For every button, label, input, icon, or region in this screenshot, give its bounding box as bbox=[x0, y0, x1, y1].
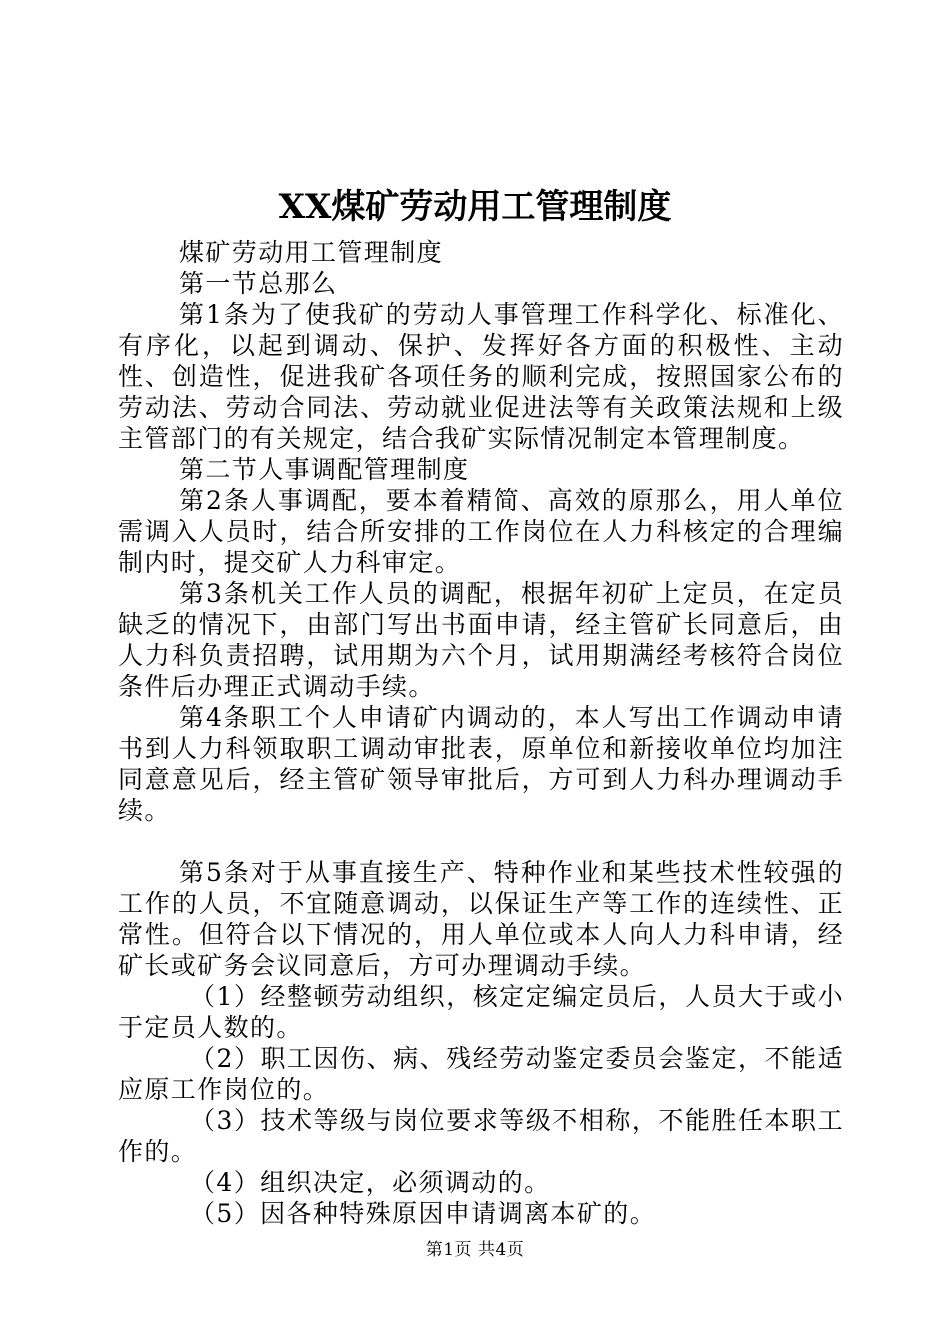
article-2: 第2条人事调配，要本着精简、高效的原那么，用人单位需调入人员时，结合所安排的工作岗位在人力科核定的合理编制内时，提交矿人力科审定。 bbox=[118, 486, 844, 577]
section-heading-2: 第二节人事调配管理制度 bbox=[179, 455, 470, 484]
list-item-4: （4）组织决定，必须调动的。 bbox=[190, 1168, 551, 1197]
document-title: XX煤矿劳动用工管理制度 bbox=[278, 187, 672, 227]
paragraph-subtitle: 煤矿劳动用工管理制度 bbox=[179, 238, 444, 267]
article-5: 第5条对于从事直接生产、特种作业和某些技术性较强的工作的人员，不宜随意调动，以保证生产等工作的连续性、正常性。但符合以下情况的，用人单位或本人向人力科申请，经矿长或矿务会议同意后，方可办理调动手续。 bbox=[118, 858, 844, 980]
list-item-2: （2）职工因伤、病、残经劳动鉴定委员会鉴定，不能适应原工作岗位的。 bbox=[118, 1044, 844, 1104]
document-body bbox=[118, 237, 844, 1229]
list-item-1: （1）经整顿劳动组织，核定定编定员后，人员大于或小于定员人数的。 bbox=[118, 982, 844, 1042]
list-item-5: （5）因各种特殊原因申请调离本矿的。 bbox=[190, 1199, 657, 1228]
article-3: 第3条机关工作人员的调配，根据年初矿上定员，在定员缺乏的情况下，由部门写出书面申请，经主管矿长同意后，由人力科负责招聘，试用期为六个月，试用期满经考核符合岗位条件后办理正式调动手续。 bbox=[118, 579, 844, 701]
page-number-footer: 第1页 共4页 bbox=[425, 1240, 525, 1260]
article-1: 第1条为了使我矿的劳动人事管理工作科学化、标准化、有序化，以起到调动、保护、发挥好各方面的积极性、主动性、创造性，促进我矿各项任务的顺利完成，按照国家公布的劳动法、劳动合同法、劳动就业促进法等有关政策法规和上级主管部门的有关规定，结合我矿实际情况制定本管理制度。 bbox=[118, 300, 844, 453]
article-4: 第4条职工个人申请矿内调动的，本人写出工作调动申请书到人力科领取职工调动审批表，原单位和新接收单位均加注同意意见后，经主管矿领导审批后，方可到人力科办理调动手续。 bbox=[118, 703, 844, 825]
list-item-3: （3）技术等级与岗位要求等级不相称，不能胜任本职工作的。 bbox=[118, 1106, 844, 1166]
section-heading-1: 第一节总那么 bbox=[179, 269, 338, 298]
